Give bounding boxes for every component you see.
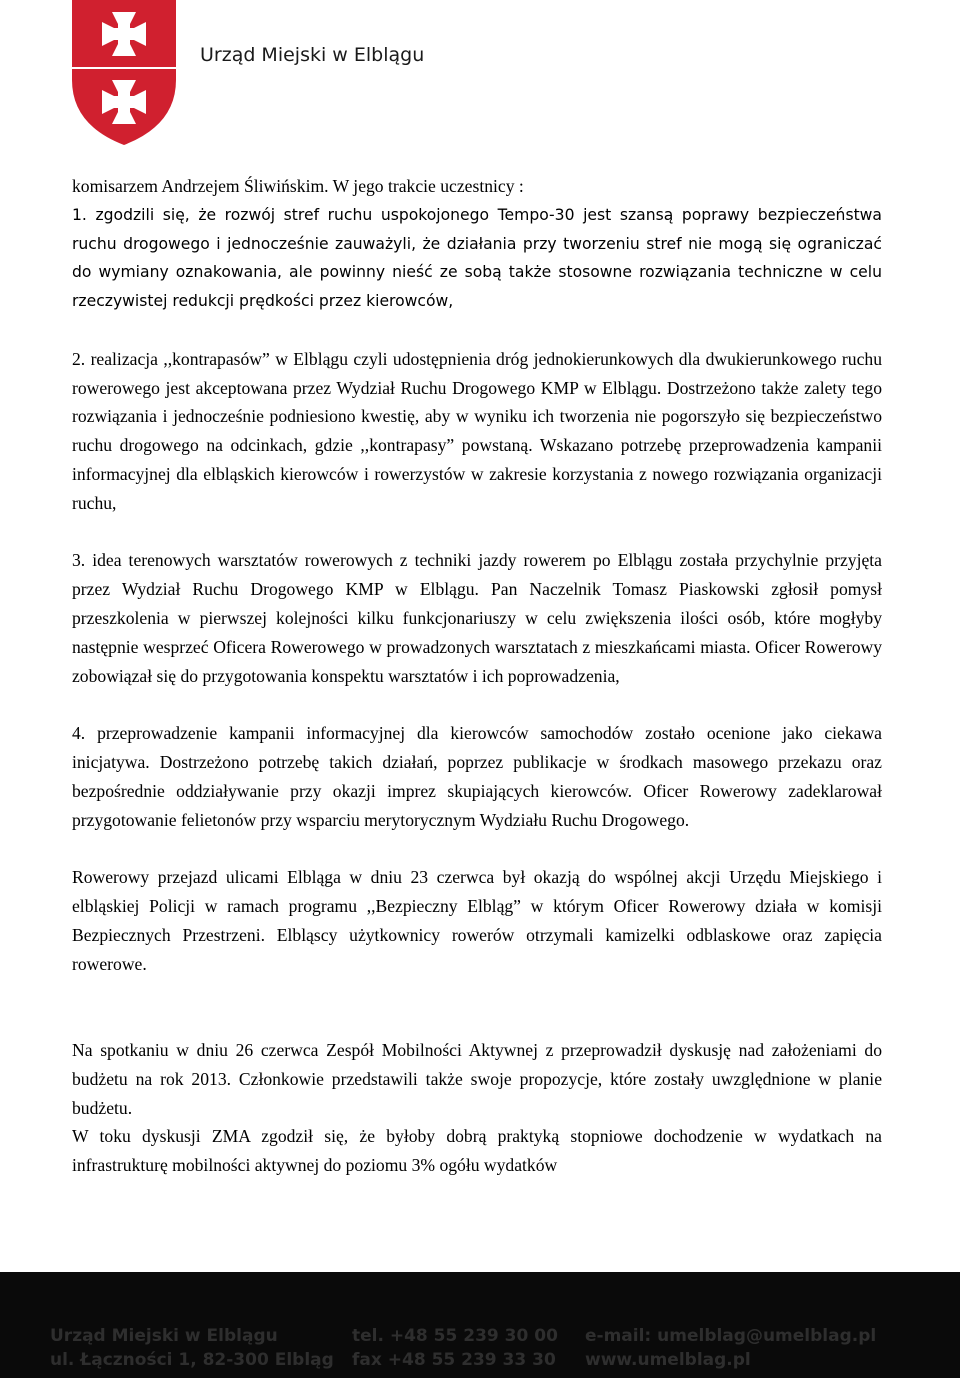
spacer [72, 1007, 882, 1036]
footer-email[interactable]: e-mail: umelblag@umelblag.pl [585, 1326, 877, 1346]
footer-office: Urząd Miejski w Elblągu [50, 1326, 278, 1346]
spacer [72, 834, 882, 863]
letter-body [72, 172, 882, 1180]
intro-line: komisarzem Andrzejem Śliwińskim. W jego trakcie uczestnicy : [72, 176, 524, 196]
spacer [72, 316, 882, 345]
footer-www[interactable]: www.umelblag.pl [585, 1350, 751, 1370]
letterhead [0, 0, 960, 150]
bike-ride-paragraph: Rowerowy przejazd ulicami Elbląga w dniu 23 czerwca był okazją do wspólnej akcji Urzędu Miejskiego i elbląskiej Policji w ramach programu ,,Bezpieczny Elbląg” w którym Oficer Rowerowy działa w komisji Bezpiecznych Przestrzeni. Elbląscy użytkownicy rowerów otrzymali kamizelki odblaskowe oraz zapięcia rowerowe. [72, 867, 882, 974]
footer-address: ul. Łączności 1, 82-300 Elbląg [50, 1350, 334, 1370]
footer-address-block [50, 1324, 334, 1372]
footer-bar [0, 1272, 960, 1378]
footer-fax: fax +48 55 239 33 30 [352, 1350, 556, 1370]
point-4: 4. przeprowadzenie kampanii informacyjnej dla kierowców samochodów zostało ocenione jako ciekawa inicjatywa. Dostrzeżono potrzebę takich działań, poprzez publikacje w środkach masowego przekazu oraz bezpośrednie oddziaływanie przy okazji imprez skupiających kierowców. Oficer Rowerowy zadeklarował przygotowanie felietonów przy wsparciu merytorycznym Wydziału Ruchu Drogowego. [72, 723, 882, 830]
point-3: 3. idea terenowych warsztatów rowerowych z techniki jazdy rowerem po Elblągu została przychylnie przyjęta przez Wydział Ruchu Drogowego KMP w Elblągu. Pan Naczelnik Tomasz Piaskowski zgłosił pomysł przeszkolenia w pierwszej kolejności kilku funkcjonariuszy w celu zwiększenia ilości osób, które mogłyby następnie wesprzeć Oficera Rowerowego w prowadzonych warsztatach z mieszkańcami miasta. Oficer Rowerowy zobowiązał się do przygotowania konspektu warsztatów i ich poprowadzenia, [72, 550, 882, 686]
footer-tel: tel. +48 55 239 30 00 [352, 1326, 558, 1346]
budget-paragraph: W toku dyskusji ZMA zgodził się, że byłoby dobrą praktyką stopniowe dochodzenie w wydatkach na infrastrukturę mobilności aktywnej do poziomu 3% ogółu wydatków [72, 1126, 882, 1176]
spacer [72, 978, 882, 1007]
point-1: 1. zgodzili się, że rozwój stref ruchu uspokojonego Tempo-30 jest szansą poprawy bezpieczeństwa ruchu drogowego i jednocześnie zauważyli, że działania przy tworzeniu stref nie mogą się ograniczać do wymiany oznakowania, ale powinny nieść ze sobą także stosowne rozwiązania techniczne w celu rzeczywistej redukcji prędkości przez kierowców, [72, 205, 882, 311]
city-crest-logo [70, 0, 178, 145]
footer-web-block [585, 1324, 876, 1372]
spacer [72, 518, 882, 547]
spacer [72, 690, 882, 719]
office-name: Urząd Miejski w Elblągu [200, 44, 425, 66]
footer-phone-block [352, 1324, 558, 1372]
point-2: 2. realizacja ,,kontrapasów” w Elblągu czyli udostępnienia dróg jednokierunkowych dla dwukierunkowego ruchu rowerowego jest akceptowana przez Wydział Ruchu Drogowego KMP w Elblągu. Dostrzeżono także zalety tego rozwiązania i jednocześnie podniesiono kwestię, aby w wyniku ich tworzenia nie pogorszyło się bezpieczeństwo ruchu drogowego na odcinkach, gdzie ,,kontrapasy” powstaną. Wskazano potrzebę przeprowadzenia kampanii informacyjnej dla elbląskich kierowców i rowerzystów w zakresie korzystania z nowego rozwiązania organizacji ruchu, [72, 348, 882, 513]
meeting-paragraph: Na spotkaniu w dniu 26 czerwca Zespół Mobilności Aktywnej z przeprowadził dyskusję nad założeniami do budżetu na rok 2013. Członkowie przedstawili także swoje propozycje, które zostały uwzględnione w planie budżetu. [72, 1039, 882, 1118]
